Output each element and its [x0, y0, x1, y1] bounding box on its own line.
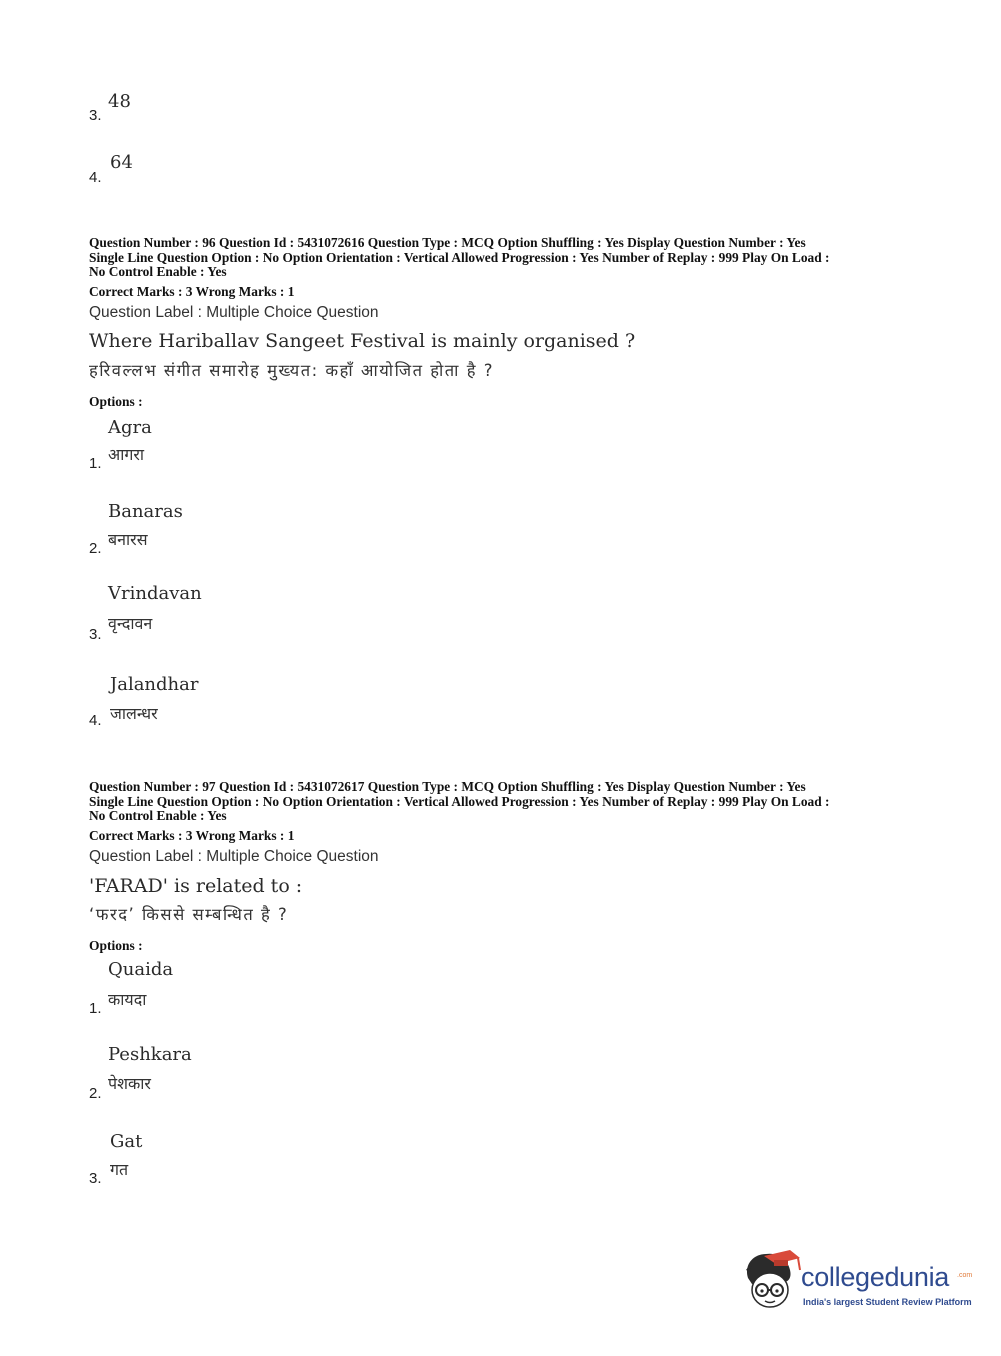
- option-number: 2.: [89, 1085, 102, 1102]
- option-hi: पेशकार: [108, 1074, 151, 1093]
- option-hi: वृन्दावन: [108, 614, 153, 633]
- option-value: 64: [110, 152, 133, 173]
- option-number: 2.: [89, 540, 102, 557]
- option-number: 4.: [89, 712, 102, 729]
- question-label: Question Label : Multiple Choice Question: [89, 848, 379, 865]
- question-text-hi: हरिवल्लभ संगीत समारोह मुख्यत: कहाँ आयोजित होता है ?: [89, 361, 494, 380]
- option-en: Jalandhar: [110, 674, 199, 695]
- brand-name: collegedunia: [801, 1262, 950, 1292]
- option-hi: बनारस: [108, 530, 148, 549]
- option-hi: कायदा: [108, 990, 147, 1009]
- question-meta: [89, 236, 919, 280]
- option-value: 48: [108, 91, 131, 112]
- option-number: 3.: [89, 107, 102, 124]
- option-number: 1.: [89, 1000, 102, 1017]
- meta-line: Single Line Question Option : No Option Orientation : Vertical Allowed Progression : Yes Number of Replay : 999 Play On Load :: [89, 793, 830, 809]
- option-en: Vrindavan: [108, 583, 202, 604]
- marks-line: Correct Marks : 3 Wrong Marks : 1: [89, 284, 295, 299]
- option-number: 4.: [89, 169, 102, 186]
- option-hi: जालन्धर: [110, 704, 158, 723]
- marks-line: Correct Marks : 3 Wrong Marks : 1: [89, 828, 295, 843]
- option-en: Quaida: [108, 959, 174, 980]
- option-en: Banaras: [108, 501, 183, 522]
- option-en: Agra: [108, 417, 152, 438]
- option-en: Peshkara: [108, 1044, 192, 1065]
- option-number: 3.: [89, 626, 102, 643]
- meta-line: No Control Enable : Yes: [89, 264, 227, 279]
- option-hi: गत: [110, 1160, 129, 1179]
- options-heading: Options :: [89, 394, 143, 409]
- question-text-en: 'FARAD' is related to :: [89, 875, 303, 897]
- question-text-en: Where Hariballav Sangeet Festival is mainly organised ?: [89, 330, 636, 352]
- option-number: 3.: [89, 1170, 102, 1187]
- option-hi: आगरा: [108, 445, 145, 464]
- collegedunia-mascot-icon: [742, 1248, 804, 1312]
- question-text-hi: ‘फरद’ किससे सम्बन्धित है ?: [89, 905, 289, 924]
- meta-line: Question Number : 96 Question Id : 5431072616 Question Type : MCQ Option Shuffling : Yes Display Question Number : Yes: [89, 235, 806, 250]
- meta-line: No Control Enable : Yes: [89, 808, 227, 823]
- question-meta: [89, 780, 919, 824]
- brand-suffix: .com: [957, 1272, 973, 1279]
- question-label: Question Label : Multiple Choice Question: [89, 304, 379, 321]
- option-number: 1.: [89, 455, 102, 472]
- meta-line: Question Number : 97 Question Id : 5431072617 Question Type : MCQ Option Shuffling : Yes Display Question Number : Yes: [89, 779, 806, 794]
- option-en: Gat: [110, 1131, 143, 1152]
- brand-tagline: India's largest Student Review Platform: [803, 1297, 972, 1307]
- options-heading: Options :: [89, 938, 143, 953]
- meta-line: Single Line Question Option : No Option Orientation : Vertical Allowed Progression : Yes Number of Replay : 999 Play On Load :: [89, 249, 830, 265]
